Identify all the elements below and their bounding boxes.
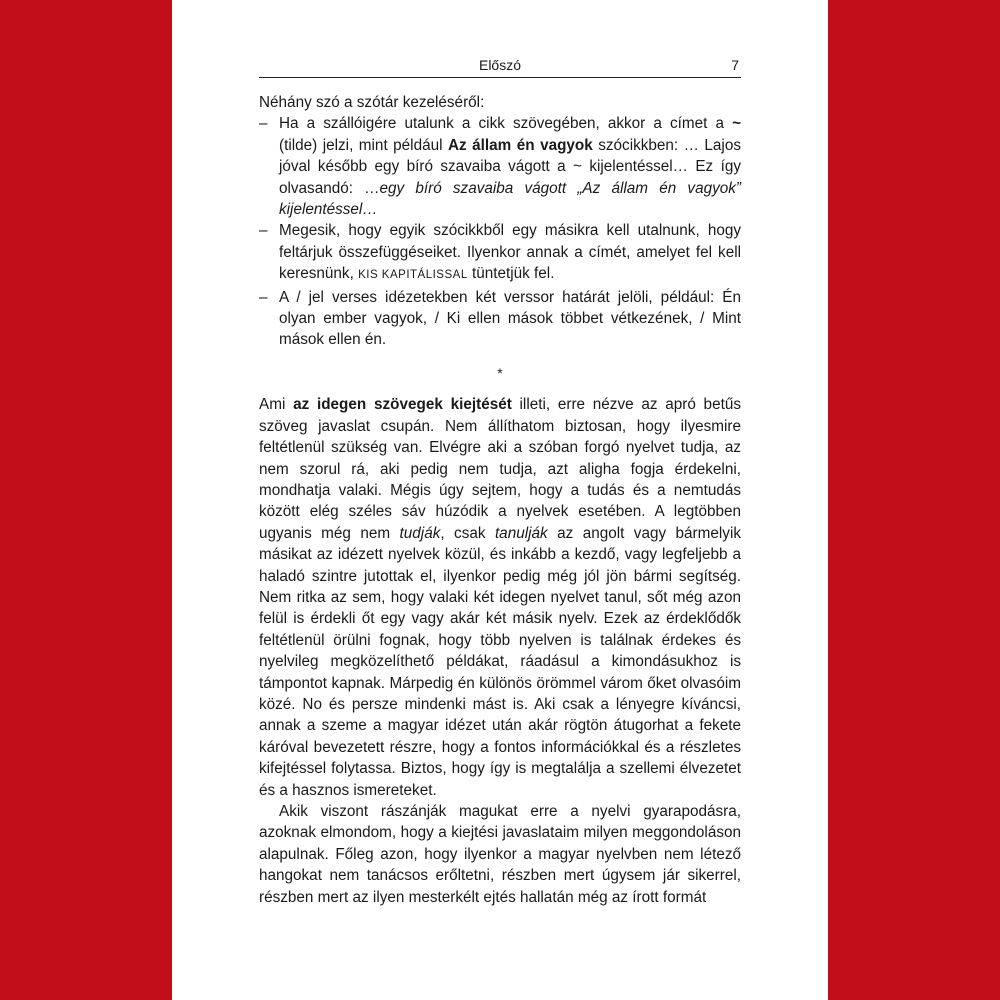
text-run: illeti, erre nézve az apró betűs szöveg javaslat csupán. Nem állíthatom biztosan, hogy ilyesmire feltétlenül szükség van. Elvégre aki a szóban forgó nyelvet tudja, az nem szorul rá, aki pedig nem tudja, azt aligha fogja érdekelni, mondhatja valaki. Mégis úgy sejtem, hogy a tudás és a nemtudás között elég széles sáv húzódik a nyelvek esetében. A legtöbben ugyanis még nem [259, 396, 741, 542]
dash-marker: – [259, 222, 268, 240]
book-page [172, 0, 828, 1000]
dash-marker: – [259, 115, 268, 133]
chapter-title: Előszó [478, 57, 522, 73]
section-separator: * [497, 364, 503, 381]
list-item [259, 113, 741, 220]
italic-text: tudják [399, 524, 441, 542]
text-run: (tilde) jelzi, mint például [279, 136, 448, 154]
paragraph: Akik viszont rászánják magukat erre a nyelvi gyarapodásra, azoknak elmondom, hogy a kiejtési javaslataim milyen meggondoláson alapulnak. Főleg azon, hogy ilyenkor a magyar nyelvben nem létező hangokat nem tanácsos erőltetni, részben mert úgysem jár sikerrel, részben mert az ilyen mesterkélt ejtés hallatán még az írott formát [259, 803, 741, 906]
page-body [259, 92, 741, 908]
bold-text: Az állam én vagyok [447, 136, 593, 154]
text-run: A / jel verses idézetekben két verssor határát jelöli, például: Én olyan ember vagyok, / Ki ellen mások többet vétkezének, / Mint mások ellen én. [279, 288, 741, 349]
text-run: az angolt vagy bármelyik másikat az idézett nyelvek közül, és inkább a kezdő, vagy legfeljebb a haladó szintre jutottak el, ilyenkor pedig még jól jön bármi segítség. Nem ritka az sem, hogy valaki két idegen nyelvet tanul, sőt még azon felül is érdekli őt egy vagy akár két másik nyelv. Ezek az érdeklődők feltétlenül örülni fognak, hogy több nyelven is találnak érdekes és nyelvileg megközelíthető példákat, ráadásul a kimondásukhoz is támpontot kapnak. Márpedig én különös örömmel várom őket olvasóim közé. No és persze mindenki mást is. Aki csak a lényegre kíváncsi, annak a szeme a magyar idézet után akár rögtön átugorhat a fekete káróval bevezetett részre, hogy a fontos információkkal és a részletes kifejtéssel folytassa. Biztos, hogy így is megtalálja a szellemi élvezetet és a hasznos ismereteket. [259, 524, 741, 799]
dash-marker: – [259, 288, 268, 306]
page-number: 7 [731, 57, 739, 73]
list-item [259, 220, 741, 286]
bold-text: az idegen szövegek kiejtését [293, 396, 512, 414]
running-header [259, 57, 741, 78]
text-run: Ami [259, 396, 294, 414]
small-caps-text: KIS KAPITÁLISSAL [358, 269, 468, 282]
intro-line: Néhány szó a szótár kezeléséről: [259, 94, 485, 111]
text-run: tüntetjük fel. [467, 265, 555, 283]
usage-notes-list [259, 113, 741, 350]
text-run: , csak [440, 524, 495, 542]
italic-text: egy bíró szavaiba vágott „Az állam én vagyok” kijelentéssel… [279, 179, 741, 219]
text-run: szócikkben: … Lajos jóval később egy bíró szavaiba vágott a ~ kijelentéssel… Ez így olvasandó: … [279, 136, 741, 197]
paragraph [259, 394, 741, 801]
text-run: Megesik, hogy egyik szócikkből egy másikra kell utalnunk, hogy feltárjuk összefüggéseiket. Ilyenkor annak a címét, amelyet fel kell keresnünk, [279, 222, 741, 283]
bold-text: ~ [732, 115, 741, 133]
text-run: Ha a szállóigére utalunk a cikk szövegében, akkor a címet a [279, 115, 733, 133]
list-item [259, 287, 741, 351]
italic-text: tanulják [494, 524, 548, 542]
